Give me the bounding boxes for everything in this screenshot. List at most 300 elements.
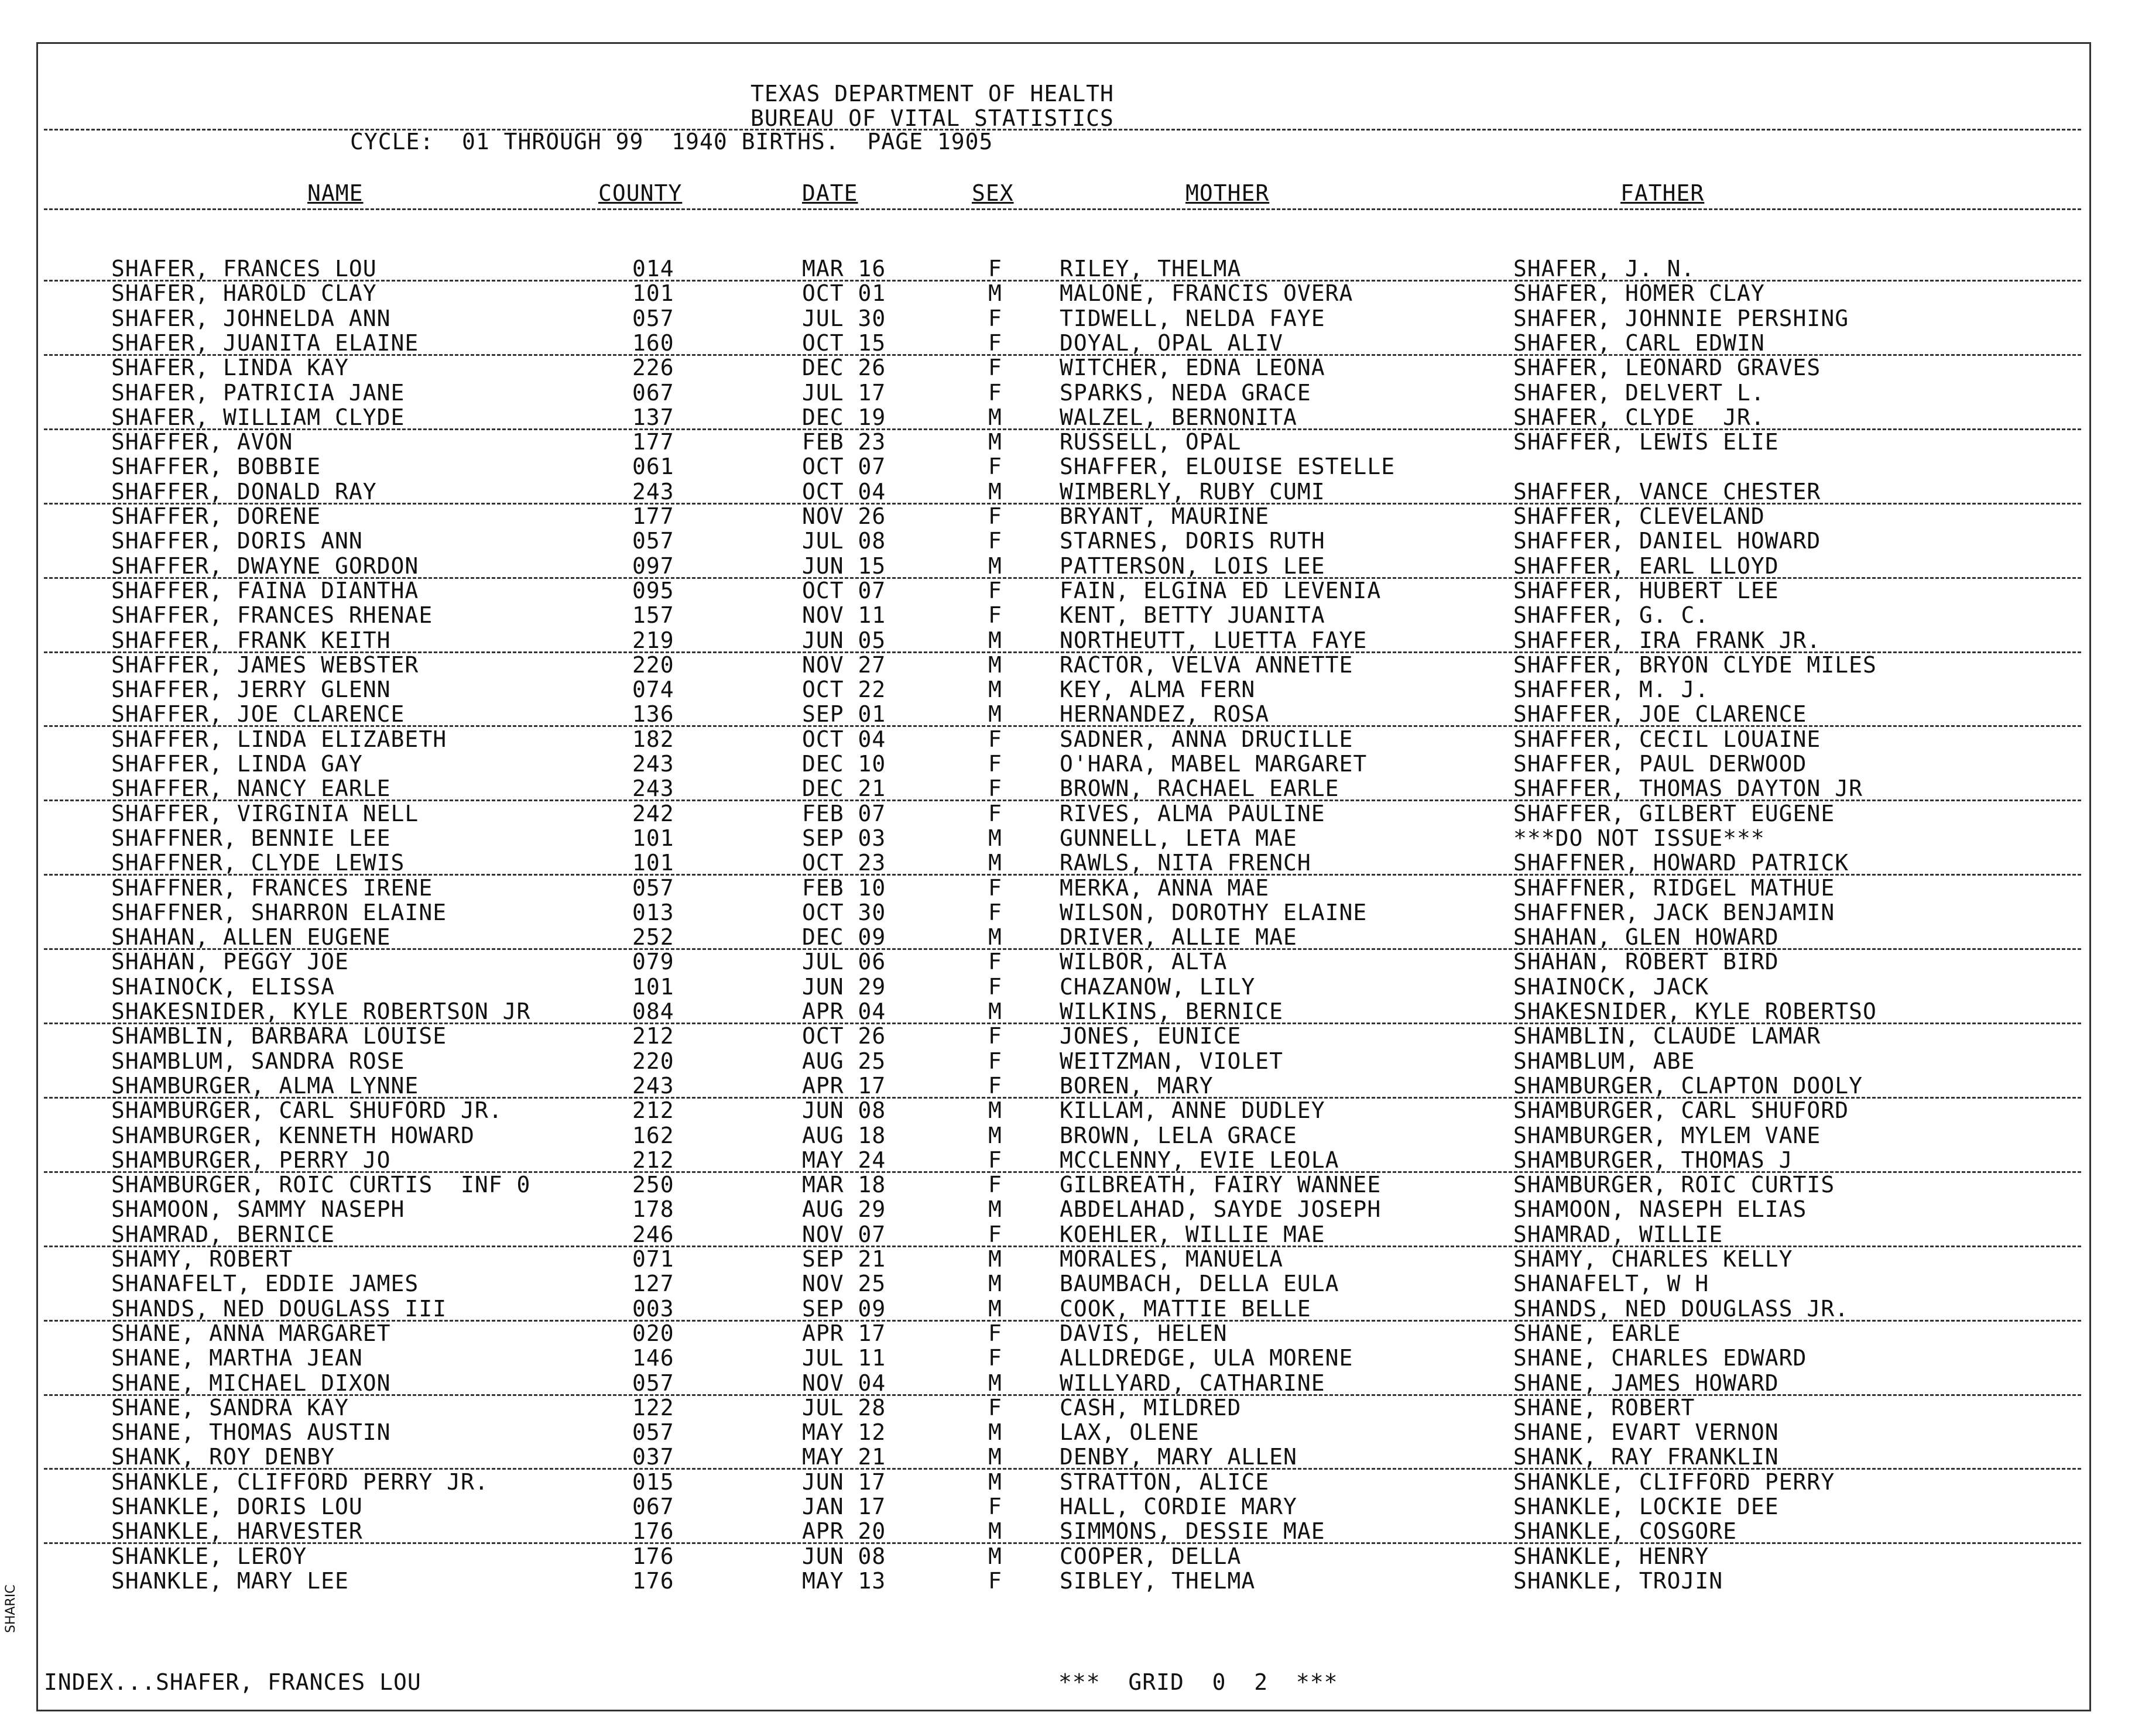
record-mother: DRIVER, ALLIE MAE xyxy=(1060,924,1297,951)
record-date: NOV 25 xyxy=(802,1271,886,1297)
record-name: SHAFFER, VIRGINIA NELL xyxy=(111,800,419,826)
record-row xyxy=(0,876,2135,900)
record-date: MAY 12 xyxy=(802,1419,886,1446)
record-name: SHANE, THOMAS AUSTIN xyxy=(111,1419,391,1446)
record-sex: M xyxy=(988,1518,1002,1545)
record-mother: FAIN, ELGINA ED LEVENIA xyxy=(1060,577,1382,603)
record-county: 243 xyxy=(632,751,674,777)
record-county: 219 xyxy=(632,627,674,653)
record-sex: M xyxy=(988,1370,1002,1396)
record-name: SHAMOON, SAMMY NASEPH xyxy=(111,1196,405,1223)
record-father: SHAFFER, CLEVELAND xyxy=(1513,503,1765,529)
record-county: 212 xyxy=(632,1097,674,1124)
record-row xyxy=(0,727,2135,752)
record-date: OCT 07 xyxy=(802,577,886,603)
record-mother: TIDWELL, NELDA FAYE xyxy=(1060,305,1325,331)
record-mother: WILBOR, ALTA xyxy=(1060,949,1228,975)
record-row xyxy=(0,925,2135,949)
record-name: SHANKLE, MARY LEE xyxy=(111,1567,349,1594)
record-father: SHAFFER, VANCE CHESTER xyxy=(1513,478,1821,505)
record-name: SHAFFNER, BENNIE LEE xyxy=(111,825,391,851)
record-mother: KENT, BETTY JUANITA xyxy=(1060,602,1325,629)
record-name: SHAFFER, JERRY GLENN xyxy=(111,677,391,703)
record-sex: M xyxy=(988,1122,1002,1148)
record-sex: M xyxy=(988,627,1002,653)
record-county: 243 xyxy=(632,478,674,505)
record-sex: M xyxy=(988,1444,1002,1470)
record-row xyxy=(0,826,2135,850)
record-county: 243 xyxy=(632,1072,674,1099)
record-mother: RUSSELL, OPAL xyxy=(1060,429,1242,455)
record-county: 057 xyxy=(632,1370,674,1396)
record-row xyxy=(0,1123,2135,1148)
record-name: SHANE, MICHAEL DIXON xyxy=(111,1370,391,1396)
record-father: SHAFFER, JOE CLARENCE xyxy=(1513,701,1807,728)
record-date: NOV 04 xyxy=(802,1370,886,1396)
record-name: SHAFFER, BOBBIE xyxy=(111,454,321,480)
record-mother: KILLAM, ANNE DUDLEY xyxy=(1060,1097,1325,1124)
record-name: SHAFFER, FRANK KEITH xyxy=(111,627,391,653)
record-sex: M xyxy=(988,677,1002,703)
record-date: FEB 23 xyxy=(802,429,886,455)
record-date: JUL 17 xyxy=(802,379,886,406)
record-mother: RIVES, ALMA PAULINE xyxy=(1060,800,1325,826)
record-mother: SADNER, ANNA DRUCILLE xyxy=(1060,726,1353,752)
record-date: MAY 21 xyxy=(802,1444,886,1470)
record-mother: WILLYARD, CATHARINE xyxy=(1060,1370,1325,1396)
agency-title: TEXAS DEPARTMENT OF HEALTH xyxy=(750,81,1114,107)
record-mother: MCCLENNY, EVIE LEOLA xyxy=(1060,1147,1339,1173)
record-father: SHAHAN, ROBERT BIRD xyxy=(1513,949,1779,975)
record-date: JUN 05 xyxy=(802,627,886,653)
record-mother: GUNNELL, LETA MAE xyxy=(1060,825,1297,851)
record-row xyxy=(0,1395,2135,1420)
record-sex: M xyxy=(988,701,1002,728)
record-name: SHAFFER, AVON xyxy=(111,429,293,455)
record-row xyxy=(0,529,2135,553)
record-father: SHAFFER, CECIL LOUAINE xyxy=(1513,726,1821,752)
record-row xyxy=(0,776,2135,801)
record-sex: M xyxy=(988,1196,1002,1223)
record-date: OCT 04 xyxy=(802,478,886,505)
record-father: SHAFFER, BRYON CLYDE MILES xyxy=(1513,651,1877,678)
record-name: SHANK, ROY DENBY xyxy=(111,1444,335,1470)
record-row xyxy=(0,1371,2135,1395)
record-sex: M xyxy=(988,1469,1002,1495)
record-name: SHANKLE, HARVESTER xyxy=(111,1518,363,1545)
record-sex: F xyxy=(988,776,1002,802)
record-father: SHAMBURGER, THOMAS J xyxy=(1513,1147,1793,1173)
grid-label: *** GRID 0 2 *** xyxy=(1058,1669,1338,1695)
record-row xyxy=(0,1321,2135,1346)
record-mother: DENBY, MARY ALLEN xyxy=(1060,1444,1297,1470)
record-father: SHANE, ROBERT xyxy=(1513,1394,1695,1421)
record-county: 220 xyxy=(632,1048,674,1074)
record-county: 162 xyxy=(632,1122,674,1148)
record-county: 057 xyxy=(632,874,674,901)
record-county: 146 xyxy=(632,1345,674,1371)
record-row xyxy=(0,256,2135,281)
record-row xyxy=(0,1098,2135,1123)
record-sex: F xyxy=(988,1072,1002,1099)
record-mother: JONES, EUNICE xyxy=(1060,1023,1242,1049)
record-name: SHANDS, NED DOUGLASS III xyxy=(111,1295,447,1322)
record-mother: BOREN, MARY xyxy=(1060,1072,1214,1099)
record-mother: SHAFFER, ELOUISE ESTELLE xyxy=(1060,454,1396,480)
record-county: 212 xyxy=(632,1023,674,1049)
record-county: 067 xyxy=(632,379,674,406)
record-row xyxy=(0,1445,2135,1469)
record-row xyxy=(0,752,2135,776)
record-date: OCT 26 xyxy=(802,1023,886,1049)
record-mother: MALONE, FRANCIS OVERA xyxy=(1060,280,1353,307)
record-row xyxy=(0,355,2135,380)
record-row xyxy=(0,949,2135,974)
record-mother: MERKA, ANNA MAE xyxy=(1060,874,1270,901)
record-county: 176 xyxy=(632,1518,674,1545)
record-date: OCT 30 xyxy=(802,899,886,925)
record-father: SHAFFER, HUBERT LEE xyxy=(1513,577,1779,603)
record-row xyxy=(0,1569,2135,1593)
record-father: ***DO NOT ISSUE*** xyxy=(1513,825,1765,851)
record-county: 157 xyxy=(632,602,674,629)
record-father: SHAFER, CARL EDWIN xyxy=(1513,330,1765,356)
record-sex: F xyxy=(988,800,1002,826)
record-mother: O'HARA, MABEL MARGARET xyxy=(1060,751,1368,777)
record-father: SHANKLE, LOCKIE DEE xyxy=(1513,1494,1779,1519)
record-county: 037 xyxy=(632,1444,674,1470)
record-county: 101 xyxy=(632,973,674,1000)
record-date: JUN 08 xyxy=(802,1543,886,1569)
record-county: 250 xyxy=(632,1172,674,1198)
record-name: SHANKLE, CLIFFORD PERRY JR. xyxy=(111,1469,489,1495)
column-header-date: DATE xyxy=(802,180,858,206)
record-name: SHAFFNER, SHARRON ELAINE xyxy=(111,899,447,925)
record-county: 020 xyxy=(632,1320,674,1346)
record-row xyxy=(0,900,2135,925)
record-date: DEC 21 xyxy=(802,776,886,802)
record-county: 015 xyxy=(632,1469,674,1495)
record-county: 071 xyxy=(632,1246,674,1272)
record-county: 101 xyxy=(632,280,674,307)
record-mother: NORTHEUTT, LUETTA FAYE xyxy=(1060,627,1368,653)
record-row xyxy=(0,1519,2135,1543)
record-name: SHAMBURGER, ROIC CURTIS INF 0 xyxy=(111,1172,531,1198)
record-row xyxy=(0,306,2135,331)
record-father: SHAMBURGER, ROIC CURTIS xyxy=(1513,1172,1835,1198)
record-row xyxy=(0,1544,2135,1569)
record-name: SHAFER, JOHNELDA ANN xyxy=(111,305,391,331)
record-mother: RAWLS, NITA FRENCH xyxy=(1060,850,1311,876)
record-row xyxy=(0,1172,2135,1197)
record-row xyxy=(0,504,2135,529)
record-sex: F xyxy=(988,1567,1002,1594)
record-sex: F xyxy=(988,1394,1002,1421)
record-father: SHAMRAD, WILLIE xyxy=(1513,1221,1723,1247)
record-date: JUN 17 xyxy=(802,1469,886,1495)
record-sex: F xyxy=(988,503,1002,529)
record-county: 136 xyxy=(632,701,674,728)
record-date: OCT 22 xyxy=(802,677,886,703)
bureau-title: BUREAU OF VITAL STATISTICS xyxy=(750,105,1114,131)
record-name: SHANE, MARTHA JEAN xyxy=(111,1345,363,1371)
record-date: OCT 23 xyxy=(802,850,886,876)
record-date: NOV 11 xyxy=(802,602,886,629)
record-father: SHAFER, DELVERT L. xyxy=(1513,379,1765,406)
record-sex: M xyxy=(988,404,1002,430)
record-sex: M xyxy=(988,1419,1002,1446)
record-name: SHAFFER, LINDA ELIZABETH xyxy=(111,726,447,752)
record-row xyxy=(0,1296,2135,1321)
record-row xyxy=(0,554,2135,578)
record-row xyxy=(0,1148,2135,1172)
record-date: JUN 29 xyxy=(802,973,886,1000)
record-mother: RACTOR, VELVA ANNETTE xyxy=(1060,651,1353,678)
record-county: 013 xyxy=(632,899,674,925)
record-date: MAR 18 xyxy=(802,1172,886,1198)
record-name: SHAFFER, FRANCES RHENAE xyxy=(111,602,433,629)
record-father: SHAFFNER, JACK BENJAMIN xyxy=(1513,899,1835,925)
record-name: SHAMBLIN, BARBARA LOUISE xyxy=(111,1023,447,1049)
record-name: SHAFFER, LINDA GAY xyxy=(111,751,363,777)
record-father: SHAFFER, LEWIS ELIE xyxy=(1513,429,1779,455)
record-county: 242 xyxy=(632,800,674,826)
record-row xyxy=(0,677,2135,702)
column-header-divider xyxy=(44,208,2081,210)
record-date: MAR 16 xyxy=(802,256,886,282)
record-sex: M xyxy=(988,1543,1002,1569)
record-county: 084 xyxy=(632,999,674,1024)
record-sex: M xyxy=(988,429,1002,455)
record-name: SHAFFER, FAINA DIANTHA xyxy=(111,577,419,603)
record-date: AUG 25 xyxy=(802,1048,886,1074)
column-header-name: NAME xyxy=(307,180,364,206)
record-sex: M xyxy=(988,924,1002,951)
record-name: SHAFFNER, CLYDE LEWIS xyxy=(111,850,405,876)
record-row xyxy=(0,430,2135,454)
record-date: JUL 08 xyxy=(802,528,886,554)
record-father: SHANE, EARLE xyxy=(1513,1320,1681,1346)
record-mother: CASH, MILDRED xyxy=(1060,1394,1242,1421)
record-sex: F xyxy=(988,874,1002,901)
record-date: JUL 30 xyxy=(802,305,886,331)
record-mother: COOK, MATTIE BELLE xyxy=(1060,1295,1311,1322)
record-name: SHAMRAD, BERNICE xyxy=(111,1221,335,1247)
record-county: 122 xyxy=(632,1394,674,1421)
record-date: OCT 04 xyxy=(802,726,886,752)
record-name: SHAFFER, DORIS ANN xyxy=(111,528,363,554)
record-mother: RILEY, THELMA xyxy=(1060,256,1242,282)
record-date: DEC 09 xyxy=(802,924,886,951)
record-name: SHAMBURGER, PERRY JO xyxy=(111,1147,391,1173)
record-father: SHANKLE, CLIFFORD PERRY xyxy=(1513,1469,1835,1495)
record-date: SEP 09 xyxy=(802,1295,886,1322)
record-mother: SPARKS, NEDA GRACE xyxy=(1060,379,1311,406)
record-mother: SIMMONS, DESSIE MAE xyxy=(1060,1518,1325,1545)
record-county: 177 xyxy=(632,503,674,529)
record-row xyxy=(0,1420,2135,1445)
record-sex: F xyxy=(988,528,1002,554)
record-mother: PATTERSON, LOIS LEE xyxy=(1060,553,1325,579)
record-father: SHANAFELT, W H xyxy=(1513,1271,1709,1297)
record-county: 097 xyxy=(632,553,674,579)
record-county: 067 xyxy=(632,1494,674,1519)
record-father: SHANKLE, HENRY xyxy=(1513,1543,1709,1569)
record-name: SHAINOCK, ELISSA xyxy=(111,973,335,1000)
record-mother: STRATTON, ALICE xyxy=(1060,1469,1270,1495)
record-date: JUN 15 xyxy=(802,553,886,579)
record-row xyxy=(0,1247,2135,1271)
record-date: OCT 07 xyxy=(802,454,886,480)
record-sex: F xyxy=(988,899,1002,925)
record-father: SHANE, EVART VERNON xyxy=(1513,1419,1779,1446)
record-row xyxy=(0,454,2135,479)
record-sex: M xyxy=(988,999,1002,1024)
record-county: 127 xyxy=(632,1271,674,1297)
record-row xyxy=(0,801,2135,826)
record-date: MAY 13 xyxy=(802,1567,886,1594)
record-mother: BROWN, LELA GRACE xyxy=(1060,1122,1297,1148)
record-row xyxy=(0,479,2135,504)
record-row xyxy=(0,1073,2135,1098)
record-county: 246 xyxy=(632,1221,674,1247)
record-name: SHAMBURGER, ALMA LYNNE xyxy=(111,1072,419,1099)
record-sex: M xyxy=(988,825,1002,851)
record-county: 074 xyxy=(632,677,674,703)
record-county: 003 xyxy=(632,1295,674,1322)
record-name: SHANE, SANDRA KAY xyxy=(111,1394,349,1421)
record-sex: F xyxy=(988,602,1002,629)
record-row xyxy=(0,1024,2135,1048)
record-father: SHANE, CHARLES EDWARD xyxy=(1513,1345,1807,1371)
record-row xyxy=(0,603,2135,627)
record-mother: WIMBERLY, RUBY CUMI xyxy=(1060,478,1325,505)
record-sex: F xyxy=(988,256,1002,282)
record-father: SHAKESNIDER, KYLE ROBERTSO xyxy=(1513,999,1877,1024)
record-county: 160 xyxy=(632,330,674,356)
record-name: SHAFFER, JOE CLARENCE xyxy=(111,701,405,728)
record-mother: WILKINS, BERNICE xyxy=(1060,999,1284,1024)
record-mother: BAUMBACH, DELLA EULA xyxy=(1060,1271,1339,1297)
record-row xyxy=(0,578,2135,603)
record-row xyxy=(0,1494,2135,1519)
record-name: SHAHAN, PEGGY JOE xyxy=(111,949,349,975)
record-mother: WEITZMAN, VIOLET xyxy=(1060,1048,1284,1074)
record-county: 178 xyxy=(632,1196,674,1223)
record-row xyxy=(0,1222,2135,1247)
record-name: SHAFFER, DORENE xyxy=(111,503,321,529)
record-county: 176 xyxy=(632,1543,674,1569)
record-sex: M xyxy=(988,1271,1002,1297)
record-row xyxy=(0,628,2135,653)
record-father: SHAFFER, PAUL DERWOOD xyxy=(1513,751,1807,777)
record-mother: BROWN, RACHAEL EARLE xyxy=(1060,776,1339,802)
record-name: SHANAFELT, EDDIE JAMES xyxy=(111,1271,419,1297)
side-mark: SHARIC xyxy=(4,1584,18,1633)
record-county: 079 xyxy=(632,949,674,975)
record-name: SHAMY, ROBERT xyxy=(111,1246,293,1272)
record-mother: ABDELAHAD, SAYDE JOSEPH xyxy=(1060,1196,1382,1223)
column-header-county: COUNTY xyxy=(598,180,683,206)
record-mother: STARNES, DORIS RUTH xyxy=(1060,528,1325,554)
record-date: DEC 26 xyxy=(802,355,886,381)
record-county: 057 xyxy=(632,1419,674,1446)
record-date: JUL 28 xyxy=(802,1394,886,1421)
column-header-sex: SEX xyxy=(972,180,1014,206)
record-father: SHANE, JAMES HOWARD xyxy=(1513,1370,1779,1396)
record-name: SHAFFER, JAMES WEBSTER xyxy=(111,651,419,678)
record-row xyxy=(0,380,2135,405)
record-county: 101 xyxy=(632,850,674,876)
record-name: SHAMBLUM, SANDRA ROSE xyxy=(111,1048,405,1074)
record-date: OCT 15 xyxy=(802,330,886,356)
record-sex: M xyxy=(988,553,1002,579)
record-mother: WALZEL, BERNONITA xyxy=(1060,404,1297,430)
record-county: 182 xyxy=(632,726,674,752)
record-mother: HALL, CORDIE MARY xyxy=(1060,1494,1297,1519)
record-date: AUG 29 xyxy=(802,1196,886,1223)
record-county: 252 xyxy=(632,924,674,951)
record-mother: DAVIS, HELEN xyxy=(1060,1320,1228,1346)
record-sex: F xyxy=(988,454,1002,480)
column-header-father: FATHER xyxy=(1620,180,1705,206)
record-father: SHAFER, JOHNNIE PERSHING xyxy=(1513,305,1849,331)
record-county: 101 xyxy=(632,825,674,851)
record-date: JUL 06 xyxy=(802,949,886,975)
record-sex: F xyxy=(988,1221,1002,1247)
record-name: SHAFER, PATRICIA JANE xyxy=(111,379,405,406)
record-date: SEP 01 xyxy=(802,701,886,728)
record-row xyxy=(0,405,2135,430)
record-father: SHAMBURGER, CARL SHUFORD xyxy=(1513,1097,1849,1124)
record-mother: MORALES, MANUELA xyxy=(1060,1246,1284,1272)
record-name: SHANE, ANNA MARGARET xyxy=(111,1320,391,1346)
record-father: SHAFFNER, RIDGEL MATHUE xyxy=(1513,874,1835,901)
record-date: JUL 11 xyxy=(802,1345,886,1371)
record-father: SHAMBLUM, ABE xyxy=(1513,1048,1695,1074)
record-sex: F xyxy=(988,1494,1002,1519)
record-row xyxy=(0,281,2135,306)
record-father: SHAMY, CHARLES KELLY xyxy=(1513,1246,1793,1272)
record-row xyxy=(0,1346,2135,1370)
record-date: NOV 07 xyxy=(802,1221,886,1247)
record-father: SHAINOCK, JACK xyxy=(1513,973,1709,1000)
record-father: SHAFER, J. N. xyxy=(1513,256,1695,282)
record-date: JAN 17 xyxy=(802,1494,886,1519)
record-name: SHAFER, JUANITA ELAINE xyxy=(111,330,419,356)
record-mother: WITCHER, EDNA LEONA xyxy=(1060,355,1325,381)
record-mother: KOEHLER, WILLIE MAE xyxy=(1060,1221,1325,1247)
record-date: APR 04 xyxy=(802,999,886,1024)
record-date: SEP 21 xyxy=(802,1246,886,1272)
record-sex: F xyxy=(988,355,1002,381)
record-name: SHAFER, FRANCES LOU xyxy=(111,256,377,282)
record-name: SHAFFER, NANCY EARLE xyxy=(111,776,391,802)
record-father: SHAFFER, G. C. xyxy=(1513,602,1709,629)
record-father: SHAFFER, EARL LLOYD xyxy=(1513,553,1779,579)
record-sex: F xyxy=(988,1023,1002,1049)
record-row xyxy=(0,702,2135,726)
record-mother: DOYAL, OPAL ALIV xyxy=(1060,330,1284,356)
record-name: SHAMBURGER, CARL SHUFORD JR. xyxy=(111,1097,503,1124)
record-sex: M xyxy=(988,651,1002,678)
record-father: SHAMBURGER, MYLEM VANE xyxy=(1513,1122,1821,1148)
record-name: SHAFFNER, FRANCES IRENE xyxy=(111,874,433,901)
record-row xyxy=(0,999,2135,1024)
record-father: SHAFER, LEONARD GRAVES xyxy=(1513,355,1821,381)
record-date: AUG 18 xyxy=(802,1122,886,1148)
record-name: SHANKLE, LEROY xyxy=(111,1543,307,1569)
